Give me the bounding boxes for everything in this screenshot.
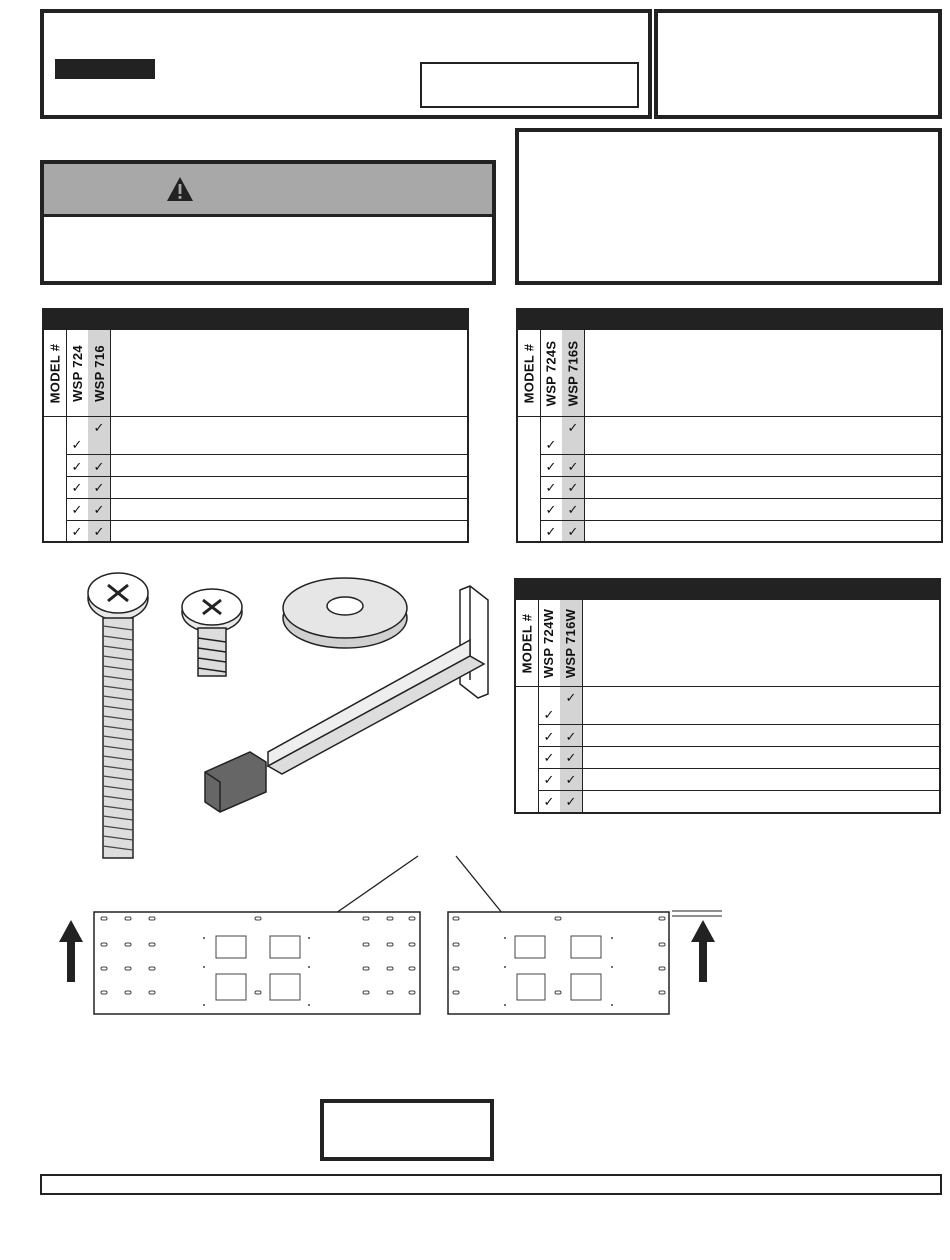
washer-illustration: [283, 578, 407, 648]
model-name-1: WSP 724W: [541, 608, 557, 678]
model-name-2: WSP 716W: [563, 608, 579, 678]
check-mark: ✓: [565, 772, 577, 787]
warning-triangle-icon: [166, 176, 194, 202]
check-mark: ✓: [71, 502, 83, 517]
check-mark: ✓: [545, 480, 557, 495]
check-mark: ✓: [545, 437, 557, 452]
model-column-label: MODEL #: [519, 613, 535, 673]
check-mark: ✓: [543, 729, 555, 744]
check-mark: ✓: [545, 524, 557, 539]
table-header-bar: [518, 310, 941, 330]
warning-header: [44, 164, 492, 217]
check-mark: ✓: [93, 502, 105, 517]
check-mark: ✓: [545, 459, 557, 474]
check-mark: ✓: [543, 707, 555, 722]
check-mark: ✓: [71, 437, 83, 452]
long-screw-illustration: [88, 573, 148, 858]
up-arrow-icon: [691, 920, 715, 982]
check-mark: ✓: [543, 794, 555, 809]
check-mark: ✓: [543, 750, 555, 765]
check-mark: ✓: [543, 772, 555, 787]
model-name-1: WSP 724S: [543, 340, 559, 406]
hardware-illustration: [0, 560, 510, 870]
up-arrow-icon: [59, 920, 83, 982]
check-mark: ✓: [71, 480, 83, 495]
page-label-box: [320, 1099, 494, 1161]
check-mark: ✓: [93, 480, 105, 495]
footer-bar: [40, 1174, 942, 1195]
check-mark: ✓: [565, 794, 577, 809]
mounting-plate-left: [93, 911, 423, 1016]
check-mark: ✓: [567, 502, 579, 517]
model-name-2: WSP 716: [91, 344, 107, 402]
check-mark: ✓: [567, 459, 579, 474]
warning-box: [40, 160, 496, 285]
check-mark: ✓: [71, 524, 83, 539]
parts-table-wsp-724s: [516, 308, 943, 543]
check-mark: ✓: [565, 690, 577, 705]
check-mark: ✓: [567, 524, 579, 539]
check-mark: ✓: [567, 480, 579, 495]
title-block: [40, 9, 652, 119]
check-mark: ✓: [93, 459, 105, 474]
check-mark: ✓: [93, 420, 105, 435]
mounting-plate-right: [447, 911, 672, 1016]
info-block: [654, 9, 942, 119]
check-mark: ✓: [93, 524, 105, 539]
table-header-bar: [516, 580, 939, 600]
short-screw-illustration: [182, 589, 242, 676]
table-header-bar: [44, 310, 467, 330]
check-mark: ✓: [565, 750, 577, 765]
check-mark: ✓: [545, 502, 557, 517]
model-name-1: WSP 724: [69, 344, 85, 402]
model-number-box: [420, 62, 639, 108]
check-mark: ✓: [71, 459, 83, 474]
model-column-label: MODEL #: [47, 343, 63, 403]
notice-box: [515, 128, 942, 285]
check-mark: ✓: [567, 420, 579, 435]
parts-table-wsp-724: [42, 308, 469, 543]
model-column-label: MODEL #: [521, 343, 537, 403]
title-tag: [55, 59, 155, 79]
parts-table-wsp-724w: [514, 578, 941, 814]
model-name-2: WSP 716S: [565, 340, 581, 406]
check-mark: ✓: [565, 729, 577, 744]
